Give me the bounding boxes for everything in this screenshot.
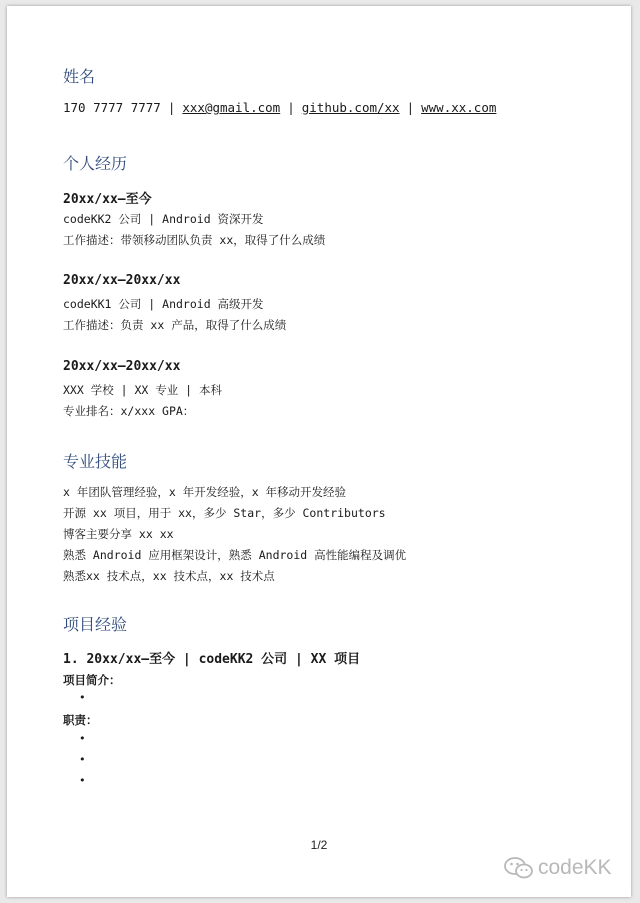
bullet-point: • <box>79 691 86 704</box>
project-duty-label: 职责： <box>63 713 98 727</box>
skill-item: x 年团队管理经验，x 年开发经验，x 年移动开发经验 <box>63 485 347 499</box>
watermark-text: codeKK <box>538 856 612 879</box>
email-link[interactable]: xxx@gmail.com <box>182 100 281 115</box>
phone-number: 170 7777 7777 <box>63 100 161 115</box>
name-heading: 姓名 <box>63 67 96 86</box>
education-period: 20xx/xx—20xx/xx <box>63 359 181 374</box>
resume-page <box>7 6 631 897</box>
projects-heading: 项目经验 <box>63 615 128 634</box>
github-link[interactable]: github.com/xx <box>301 100 400 115</box>
experience-org: codeKK2 公司 | Android 资深开发 <box>63 212 264 226</box>
page-number: 1/2 <box>310 838 328 852</box>
bullet-point: • <box>79 753 86 766</box>
wechat-icon <box>504 856 534 880</box>
education-school: XXX 学校 | XX 专业 | 本科 <box>63 383 223 397</box>
experience-period: 20xx/xx—至今 <box>63 192 152 207</box>
experience-period: 20xx/xx—20xx/xx <box>63 273 181 288</box>
skill-item: 开源 xx 项目，用于 xx，多少 Star，多少 Contributors <box>63 506 386 520</box>
experience-desc: 工作描述：负责 xx 产品，取得了什么成绩 <box>63 318 287 332</box>
separator: | <box>287 100 295 115</box>
project-intro-label: 项目简介： <box>63 673 121 687</box>
contact-line <box>63 100 496 115</box>
separator: | <box>167 100 176 115</box>
skill-item: 博客主要分享 xx xx <box>63 527 174 541</box>
experience-desc: 工作描述：带领移动团队负责 xx，取得了什么成绩 <box>63 233 326 247</box>
experience-heading: 个人经历 <box>63 154 128 173</box>
experience-org: codeKK1 公司 | Android 高级开发 <box>63 297 264 311</box>
project-title: 1. 20xx/xx—至今 | codeKK2 公司 | XX 项目 <box>63 652 361 667</box>
watermark <box>504 856 612 880</box>
bullet-point: • <box>79 732 86 745</box>
bullet-point: • <box>79 774 86 787</box>
website-link[interactable]: www.xx.com <box>421 100 497 115</box>
skills-heading: 专业技能 <box>63 452 128 471</box>
separator: | <box>406 100 415 115</box>
skill-item: 熟悉xx 技术点，xx 技术点，xx 技术点 <box>63 569 275 583</box>
education-rank: 专业排名：x/xxx GPA： <box>63 404 195 418</box>
skill-item: 熟悉 Android 应用框架设计，熟悉 Android 高性能编程及调优 <box>63 548 407 562</box>
